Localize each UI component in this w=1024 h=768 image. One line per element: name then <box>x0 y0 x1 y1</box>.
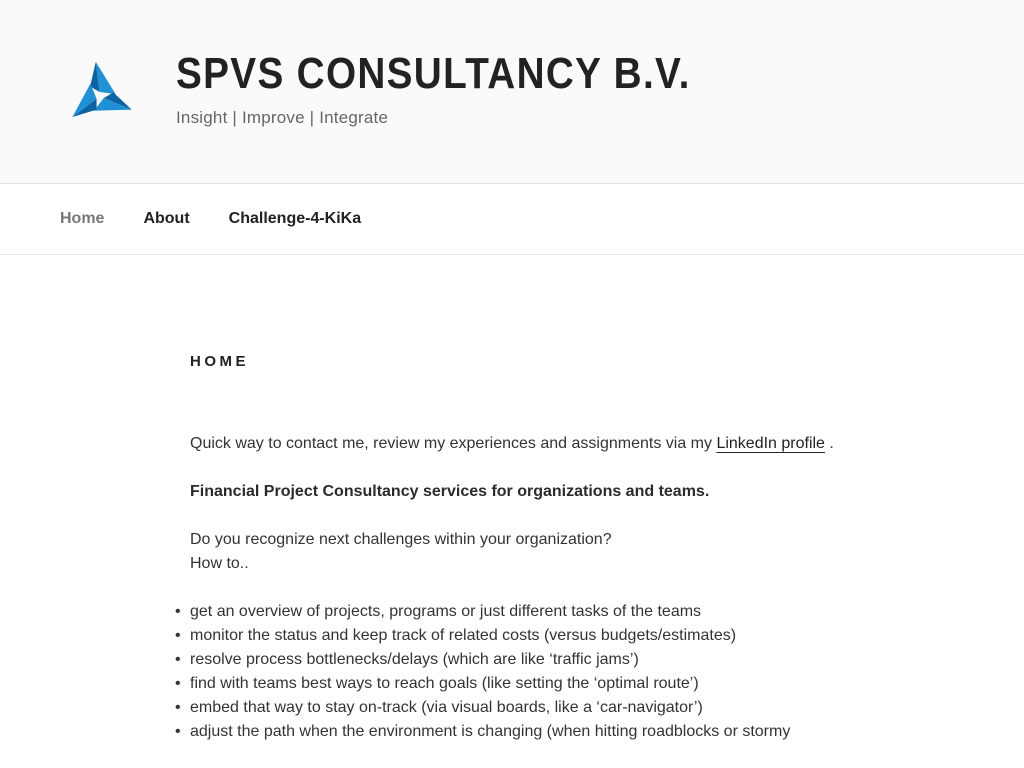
list-item: • monitor the status and keep track of related costs (versus budgets/estimates) <box>190 624 845 648</box>
intro-paragraph <box>190 432 845 456</box>
site-title-link[interactable]: SPVS CONSULTANCY B.V. <box>176 49 691 98</box>
list-item: • resolve process bottlenecks/delays (which are like ‘traffic jams’) <box>190 648 845 672</box>
site-tagline: Insight | Improve | Integrate <box>176 108 389 127</box>
challenge-question <box>190 528 845 576</box>
list-item: • find with teams best ways to reach goals (like setting the ‘optimal route’) <box>190 672 845 696</box>
question-line-1: Do you recognize next challenges within your organization? <box>190 531 612 548</box>
page-title: HOME <box>190 353 249 370</box>
list-item: • get an overview of projects, programs or just different tasks of the teams <box>190 600 845 624</box>
list-item: • adjust the path when the environment is changing (when hitting roadblocks or stormy <box>190 720 845 744</box>
services-heading: Financial Project Consultancy services for organizations and teams. <box>190 483 710 500</box>
site-logo[interactable] <box>64 56 136 122</box>
nav-item-challenge-4-kika[interactable]: Challenge-4-KiKa <box>228 210 362 227</box>
list-item: • embed that way to stay on-track (via visual boards, like a ‘car-navigator’) <box>190 696 845 720</box>
site-header <box>0 0 1024 184</box>
linkedin-profile-link[interactable]: LinkedIn profile <box>716 435 825 452</box>
page-content <box>0 255 845 744</box>
challenges-list <box>190 600 845 744</box>
nav-item-about[interactable]: About <box>143 210 190 227</box>
nav-item-home[interactable]: Home <box>60 210 105 227</box>
intro-text-after: . <box>824 435 834 452</box>
main-navigation <box>0 184 1024 255</box>
triangle-triskelion-icon <box>64 56 136 122</box>
intro-text-before: Quick way to contact me, review my experiences and assignments via my <box>190 435 717 452</box>
question-line-2: How to.. <box>190 555 249 572</box>
